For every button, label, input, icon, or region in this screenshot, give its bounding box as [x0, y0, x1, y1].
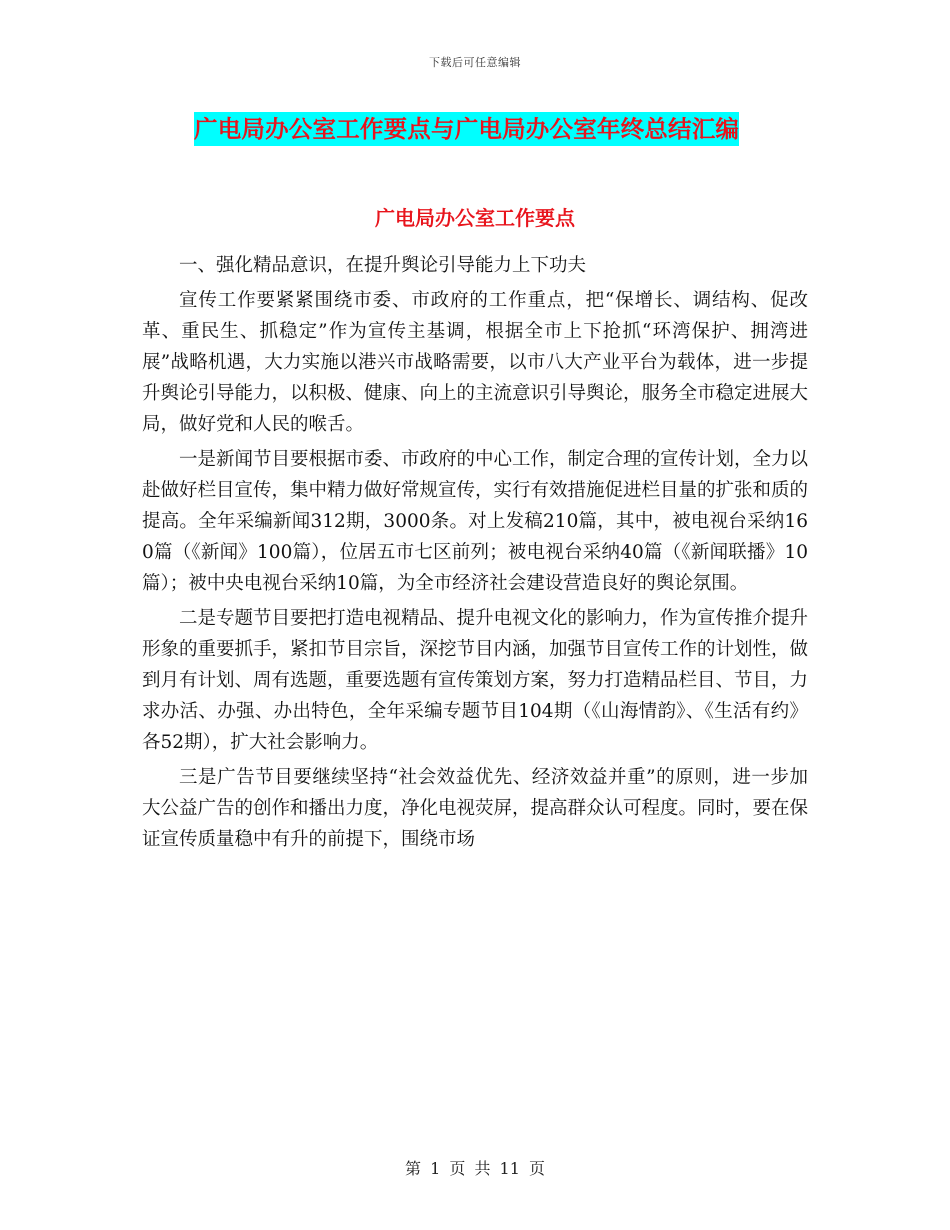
paragraph: 二是专题节目要把打造电视精品、提升电视文化的影响力，作为宣传推介提升形象的重要抓手，紧扣节目宗旨，深挖节目内涵，加强节目宣传工作的计划性，做到月有计划、周有选题，重要选题有宣传策划方案，努力打造精品栏目、节目，力求办活、办强、办出特色，全年采编专题节目104期（《山海情韵》、《生活有约》各52期），扩大社会影响力。 [142, 608, 809, 753]
document-body [142, 250, 808, 855]
paragraph: 一是新闻节目要根据市委、市政府的中心工作，制定合理的宣传计划，全力以赴做好栏目宣传，集中精力做好常规宣传，实行有效措施促进栏目量的扩张和质的提高。全年采编新闻312期，3000条。对上发稿210篇，其中，被电视台采纳160篇（《新闻》100篇），位居五市七区前列；被电视台采纳40篇（《新闻联播》10篇）；被中央电视台采纳10篇，为全市经济社会建设营造良好的舆论氛围。 [142, 449, 809, 594]
paragraph: 宣传工作要紧紧围绕市委、市政府的工作重点，把“保增长、调结构、促改革、重民生、抓稳定”作为宣传主基调，根据全市上下抢抓“环湾保护、拥湾进展”战略机遇，大力实施以港兴市战略需要，以市八大产业平台为载体，进一步提升舆论引导能力，以积极、健康、向上的主流意识引导舆论，服务全市稳定进展大局，做好党和人民的喉舌。 [142, 290, 809, 435]
document-title: 广电局办公室工作要点与广电局办公室年终总结汇编 [194, 112, 739, 146]
page-footer: 第 1 页 共 11 页 [405, 1159, 545, 1178]
paragraph: 三是广告节目要继续坚持“社会效益优先、经济效益并重”的原则，进一步加大公益广告的创作和播出力度，净化电视荧屏，提高群众认可程度。同时，要在保证宣传质量稳中有升的前提下，围绕市场 [142, 767, 809, 850]
section-heading-1: 一、强化精品意识，在提升舆论引导能力上下功夫 [179, 255, 587, 276]
document-title-block [194, 112, 802, 146]
section-title: 广电局办公室工作要点 [375, 206, 575, 230]
page-header-note: 下载后可任意编辑 [429, 56, 521, 69]
